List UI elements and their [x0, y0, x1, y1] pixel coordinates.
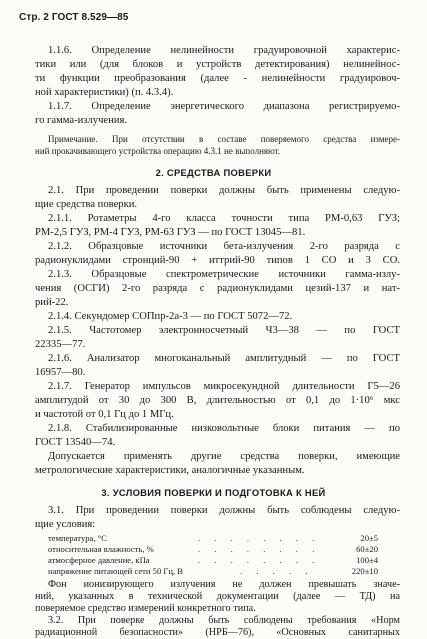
text-line: Допускается применять другие средства поверки, имеющие: [48, 451, 400, 462]
text-line: 2.1.6. Анализатор многоканальный амплитудный — по ГОСТ: [48, 353, 400, 364]
text-line: 22335—77.: [35, 339, 86, 350]
page-header: Стр. 2 ГОСТ 8.529—85: [19, 12, 129, 23]
text-line: 2.1. При проведении поверки должны быть применены следую-: [48, 185, 400, 196]
text-line: метрологические характеристики, аналогичные указанным.: [35, 465, 305, 476]
text-line: ГОСТ 13540—74.: [35, 437, 116, 448]
leader-dots: . . . . .: [240, 566, 314, 576]
text-line: ти функции преобразования (далее - нелинейности градуировоч-: [35, 73, 400, 84]
text-line: 2.1.3. Образцовые спектрометрические источники гамма-излу-: [48, 269, 400, 280]
condition-label: температура, °С: [48, 533, 107, 543]
leader-dots: . . . . . . . .: [198, 555, 321, 565]
text-line: 2.1.4. Секундомер СОПпр-2а-3 — по ГОСТ 5072—72.: [48, 311, 293, 322]
text-line: амплитудой от 30 до 300 В, длительностью от 0,1 до 1·10⁶ мкс: [35, 395, 400, 406]
text-line: радионуклидами стронций-90 + иттрий-90 типов 1 СО и 3 СО.: [35, 255, 400, 266]
condition-value: 20±5: [360, 533, 378, 543]
text-line: 1.1.6. Определение нелинейности градуировочной характерис-: [48, 45, 400, 56]
text-line: тики или (для блоков и устройств детектирования) нелинейнос-: [35, 59, 400, 70]
condition-label: относительная влажность, %: [48, 544, 154, 554]
text-line: поверяемое средство измерений конкретного типа.: [35, 603, 256, 614]
text-line: Фон ионизирующего излучения не должен превышать значе-: [48, 579, 400, 590]
text-line: ной характеристики) (п. 4.3.4).: [35, 87, 174, 98]
text-line: 2.1.7. Генератор импульсов микросекундной длительности Г5—26: [48, 381, 400, 392]
text-line: ний, указанных в технической документации (далее — ТД) на: [35, 591, 400, 602]
note-line: ний прокачивающего устройства операцию 4.3.1 не выполняют.: [35, 146, 281, 156]
leader-dots: . . . . . . . .: [198, 533, 321, 543]
text-line: и частотой от 0,1 Гц до 1 МГц.: [35, 409, 174, 420]
text-line: 2.1.2. Образцовые источники бета-излучения 2-го разряда с: [48, 241, 400, 252]
condition-value: 220±10: [351, 566, 378, 576]
leader-dots: . . . . . . . .: [198, 544, 321, 554]
text-line: рий-22.: [35, 297, 69, 308]
section-2-title: 2. СРЕДСТВА ПОВЕРКИ: [155, 167, 272, 178]
text-line: 3.1. При проведении поверки должны быть соблюдены следую-: [48, 505, 400, 516]
text-line: 2.1.8. Стабилизированные низковольтные блоки питания — по: [48, 423, 400, 434]
condition-label: напряжение питающей сети 50 Гц, В: [48, 566, 183, 576]
condition-label: атмосферное давление, кПа: [48, 555, 150, 565]
text-line: 2.1.5. Частотомер электронносчетный Ч3—38 — по ГОСТ: [48, 325, 400, 336]
text-line: радиационной безопасности» (НРБ—76), «Основных санитарных: [35, 627, 400, 638]
condition-value: 100±4: [356, 555, 378, 565]
text-line: щие средства поверки.: [35, 199, 138, 210]
text-line: 1.1.7. Определение энергетического диапазона регистрируемо-: [48, 101, 400, 112]
text-line: 3.2. При поверке должны быть соблюдены требования «Норм: [48, 615, 400, 626]
text-line: РМ-2,5 ГУЗ, РМ-4 ГУЗ, РМ-63 ГУЗ — по ГОСТ 13045—81.: [35, 227, 306, 238]
section-3-title: 3. УСЛОВИЯ ПОВЕРКИ И ПОДГОТОВКА К НЕЙ: [101, 487, 326, 498]
note-line: Примечание. При отсутствии в составе поверяемого средства измере-: [48, 134, 400, 144]
text-line: чения (ОСГИ) 2-го разряда с радионуклидами цезий-137 и нат-: [35, 283, 400, 294]
text-line: го гамма-излучения.: [35, 115, 127, 126]
text-line: 2.1.1. Ротаметры 4-го класса точности типа РМ-0,63 ГУЗ;: [48, 213, 400, 224]
condition-value: 60±20: [356, 544, 378, 554]
text-line: 16957—80.: [35, 367, 86, 378]
text-line: щие условия:: [35, 519, 96, 530]
